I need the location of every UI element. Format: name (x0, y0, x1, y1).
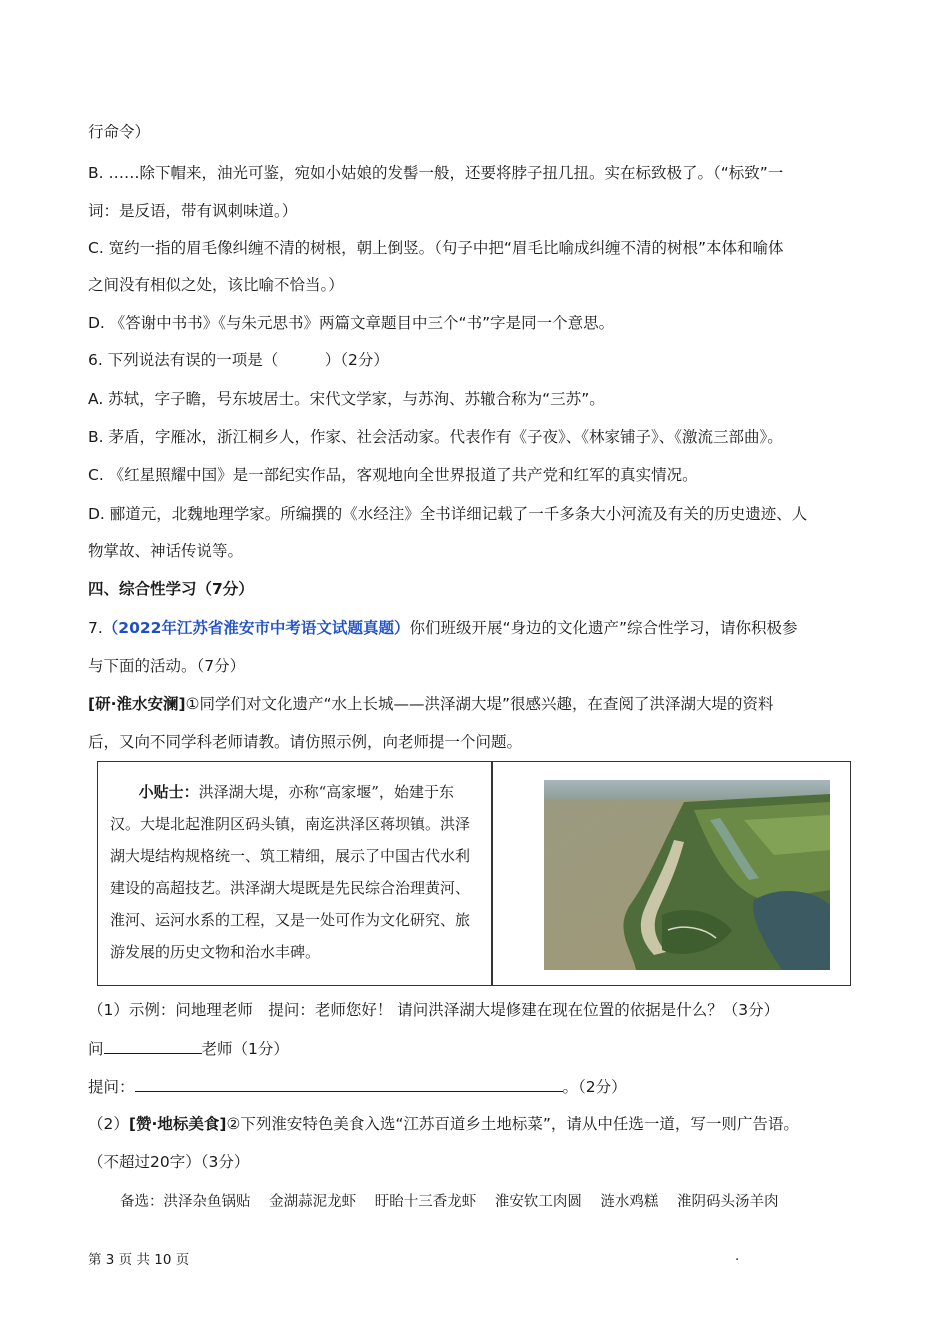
text-line: （不超过20字）（3分） (88, 1153, 250, 1171)
subquestion-2 (88, 1114, 799, 1134)
text-line: 与下面的活动。（7分） (88, 657, 246, 675)
activity-yan (88, 694, 774, 714)
answer-row-question (88, 1076, 627, 1097)
food-item: 洪泽杂鱼锅贴 (163, 1194, 251, 1210)
footer-dot: . (735, 1248, 740, 1264)
tip-label: 小贴士： (138, 783, 199, 801)
text-line: 词：是反语，带有讽刺味道。） (88, 202, 298, 220)
food-item: 淮阴码头汤羊肉 (677, 1194, 779, 1210)
text-line: 行命令） (88, 123, 151, 141)
text-line: 后，又向不同学科老师请教。请仿照示例，向老师提一个问题。 (88, 733, 523, 751)
tip-line: 洪泽湖大堤，亦称“高家堰”，始建于东 (198, 783, 454, 801)
food-item: 金湖蒜泥龙虾 (269, 1194, 357, 1210)
sub-number: （2） (88, 1115, 129, 1133)
activity-tag: [赞·地标美食] (128, 1115, 227, 1133)
ask-suffix: 老师（1分） (201, 1040, 289, 1058)
food-item: 涟水鸡糕 (600, 1194, 659, 1210)
question-7 (88, 618, 798, 638)
question-6: 6. 下列说法有误的一项是（ ）（2分） (88, 351, 389, 369)
option-b-line: B. 茅盾，字雁冰，浙江桐乡人，作家、社会活动家。代表作有《子夜》、《林家铺子》、《激流三部曲》。 (88, 428, 783, 446)
activity-text: ①同学们对文化遗产“水上长城——洪泽湖大堤”很感兴趣，在查阅了洪泽湖大堤的资料 (185, 695, 774, 713)
tip-line: 汉。大堤北起淮阴区码头镇，南迄洪泽区蒋坝镇。洪泽 (110, 815, 471, 833)
food-options (120, 1190, 779, 1211)
sub-text: ②下列淮安特色美食入选“江苏百道乡土地标菜”，请从中任选一道，写一则广告语。 (226, 1115, 799, 1133)
page-number: 第 3 页 共 10 页 (88, 1252, 190, 1268)
tip-text (110, 776, 482, 968)
question-number: 7. (88, 619, 103, 637)
option-d-line: D. 《答谢中书书》《与朱元思书》两篇文章题目中三个“书”字是同一个意思。 (88, 314, 615, 332)
question-source: （2022年江苏省淮安市中考语文试题真题） (102, 619, 410, 637)
box-divider (491, 762, 493, 985)
option-c-line: C. 宽约一指的眉毛像纠缠不清的树根，朝上倒竖。（句子中把“眉毛比喻成纠缠不清的树根”本体和喻体 (88, 239, 784, 257)
tip-box (97, 761, 851, 986)
text-line: 物掌故、神话传说等。 (88, 542, 244, 560)
subquestion-1: （1）示例：问地理老师 提问：老师您好！ 请问洪泽湖大堤修建在现在位置的依据是什么？（3分） (88, 1001, 780, 1019)
activity-tag: [研·淮水安澜] (88, 695, 186, 713)
option-d-line: D. 郦道元，北魏地理学家。所编撰的《水经注》全书详细记载了一千多条大小河流及有关的历史遗迹、人 (88, 505, 808, 523)
section-heading: 四、综合性学习（7分） (88, 580, 254, 598)
food-label: 备选： (120, 1194, 164, 1210)
teacher-answer-blank[interactable] (104, 1038, 202, 1054)
tiwen-suffix: 。（2分） (562, 1078, 627, 1096)
question-text: 你们班级开展“身边的文化遗产”综合性学习，请你积极参 (409, 619, 798, 637)
tip-line: 游发展的历史文物和治水丰碑。 (110, 943, 321, 961)
ask-prefix: 问 (88, 1040, 104, 1058)
tip-line: 淮河、运河水系的工程，又是一处可作为文化研究、旅 (110, 911, 471, 929)
food-item: 淮安钦工肉圆 (494, 1194, 582, 1210)
question-answer-blank[interactable] (135, 1076, 563, 1092)
option-b-line: B. ……除下帽来，油光可鉴，宛如小姑娘的发髻一般，还要将脖子扭几扭。实在标致极了。（“标致”一 (88, 164, 784, 182)
answer-row-teacher (88, 1038, 289, 1059)
text-line: 之间没有相似之处，该比喻不恰当。） (88, 276, 344, 294)
hongze-lake-dam-aerial-photo (544, 780, 830, 970)
option-c-line: C. 《红星照耀中国》是一部纪实作品，客观地向全世界报道了共产党和红军的真实情况。 (88, 466, 698, 484)
option-a-line: A. 苏轼，字子瞻，号东坡居士。宋代文学家，与苏洵、苏辙合称为“三苏”。 (88, 390, 605, 408)
food-item: 盱眙十三香龙虾 (374, 1194, 477, 1210)
tip-line: 湖大堤结构规格统一、筑工精细，展示了中国古代水利 (110, 847, 471, 865)
tip-line: 建设的高超技艺。洪泽湖大堤既是先民综合治理黄河、 (110, 879, 471, 897)
tiwen-prefix: 提问： (88, 1078, 135, 1096)
